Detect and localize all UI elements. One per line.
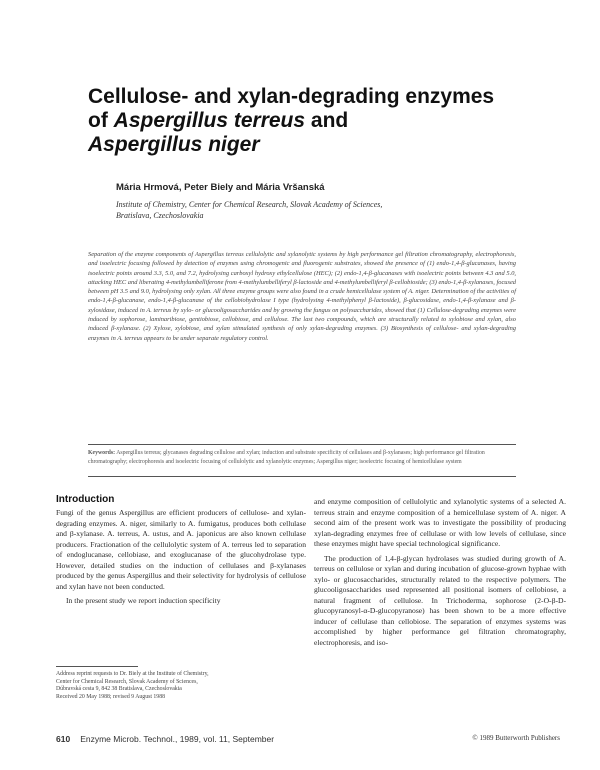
copyright: © 1989 Butterworth Publishers <box>472 734 560 742</box>
title-of: of <box>88 109 114 132</box>
footnote-line-4: Received 20 May 1988; revised 9 August 1988 <box>56 693 165 700</box>
keywords-top-rule <box>88 444 516 445</box>
body-column-left <box>56 508 306 607</box>
body-column-right <box>314 497 566 648</box>
footnote-rule <box>56 666 138 667</box>
section-heading-introduction: Introduction <box>56 494 115 505</box>
page-footer <box>56 734 274 744</box>
right-paragraph-1: and enzyme composition of cellulolytic and xylanolytic systems of a selected A. terreus strain and enzyme composition of a hemicellulase system of A. niger. A second aim of the present work was to investigate the possibility of producing xylan-degrading enzymes free of cellulase or with low levels of cellulase, since these enzymes might have special technological significance. <box>314 497 566 548</box>
journal-citation: Enzyme Microb. Technol., 1989, vol. 11, September <box>80 734 275 744</box>
affiliation-line-2: Bratislava, Czechoslovakia <box>116 210 204 220</box>
intro-paragraph-2: In the present study we report induction specificity <box>66 596 221 605</box>
footnote <box>56 671 306 701</box>
right-paragraph-2: The production of 1,4-β-glycan hydrolases was studied during growth of A. terreus on cellulose or xylan and during incubation of glucose-grown hyphae with xylo- or glucosaccharides, structurally related to the respective polymers. The glucooligosaccharides used represented all positional isomers of cellobiose, a natural fragment of cellulose. In Trichoderma, sophorose (2-O-β-D-glucopyranosyl-α-D-glucopyranose) has been shown to be a more effective inducer of cellulase than cellobiose. The separation of enzymes systems was accomplished by higher performance gel filtration chromatography, electrophoresis, and iso- <box>314 553 566 647</box>
keywords <box>88 449 516 466</box>
footnote-line-3: Dúbravská cesta 9, 842 38 Bratislava, Czechoslovakia <box>56 686 182 693</box>
page-number: 610 <box>56 734 71 744</box>
footnote-line-1: Address reprint requests to Dr. Biely at the Institute of Chemistry, <box>56 671 209 677</box>
footnote-line-2: Center for Chemical Research, Slovak Academy of Sciences, <box>56 678 198 685</box>
keywords-label: Keywords: <box>88 450 116 456</box>
affiliation-line-1: Institute of Chemistry, Center for Chemical Research, Slovak Academy of Sciences, <box>116 200 383 209</box>
title-line-1: Cellulose- and xylan-degrading enzymes <box>88 85 495 108</box>
title-species-terreus: Aspergillus terreus <box>113 109 306 132</box>
title-and: and <box>305 109 349 132</box>
keywords-bottom-rule <box>88 476 516 477</box>
author-list: Mária Hrmová, Peter Biely and Mária Vršanská <box>116 182 325 193</box>
intro-paragraph-1: Fungi of the genus Aspergillus are efficient producers of cellulose- and xylan-degrading enzymes. A. niger, similarly to A. fumigatus, produces both cellulase and β-xylanase. A. terreus, A. ustus, and A. japonicus are also known cellulase producers. Fractionation of the cellulolytic system of A. terreus led to separation of endoglucanase, cellobiase, and exoglucanase of the glucohydrolase type. However, detailed studies on the induction of cellulases and β-xylanases produced by the genus Aspergillus and their selectivity for hydrolysis of cellulose and xylan have not been conducted. <box>56 508 306 591</box>
title-species-niger: Aspergillus niger <box>88 133 260 156</box>
keywords-text: Aspergillus terreus; glycanases degrading cellulose and xylan; induction and substrate specificity of cellulases and β-xylanases; high performance gel filtration chromatography; electrophoresis and isoelectric focusing of cellulolytic and xylanolytic enzymes; Aspergillus niger; isoelectric focusing of hemicellulase system <box>88 450 485 465</box>
abstract: Separation of the enzyme components of Aspergillus terreus cellulolytic and xylanolytic systems by high performance gel filtration chromatography, electrophoresis, and isoelectric focusing followed by detection of enzymes using chromogenic and fluorogenic substrates, showed the presence of (1) endo-1,4-β-glucanases, having isoelectric points around 3.3, 5.0, and 7.2, hydrolysing carboxyl hydroxy ethylcellulose (HEC); (2) endo-1,4-β-glucanases with isoelectric points between 4.3 and 5.0, attacking HEC and liberating 4-methylumbelliferone from 4-methylumbelliferyl β-lactoside and 4-methylumbelliferyl β-cellobioside; (3) endo-1,4-β-xylanases, focused between pH 3.5 and 9.0, hydrolysing only xylan. All three enzyme groups were also found in a crude hemicellulase system of A. niger. Determination of the activities of endo-1,4-β-glucanase, endo-1,4-β-glucanase of the cellobiohydrolase I type (hydrolysing 4-methylphenyl β-lactoside), β-glucosidase, endo-1,4-β-xylanase and β-xylosidase, induced in A. terreus by xylo- or glucooligosaccharides and by growing the fungus on polysaccharides, showed that (1) Cellulose-degrading enzymes were induced by sophorose, laminaribiose, gentiobiose, cellobiose, and cellulose. The last two compounds, which are structurally related to xylobiose and xylan, also induced β-xylanase. (2) Xylose, xylobiose, and xylan stimulated synthesis of only xylan-degrading enzymes. (3) Biosynthesis of cellulose- and xylan-degrading enzymes in A. terreus appears to be under separate regulatory control. <box>88 251 516 342</box>
title-line-3 <box>88 133 528 157</box>
affiliation <box>116 200 496 221</box>
article-title <box>88 85 528 157</box>
title-line-2 <box>88 109 528 133</box>
